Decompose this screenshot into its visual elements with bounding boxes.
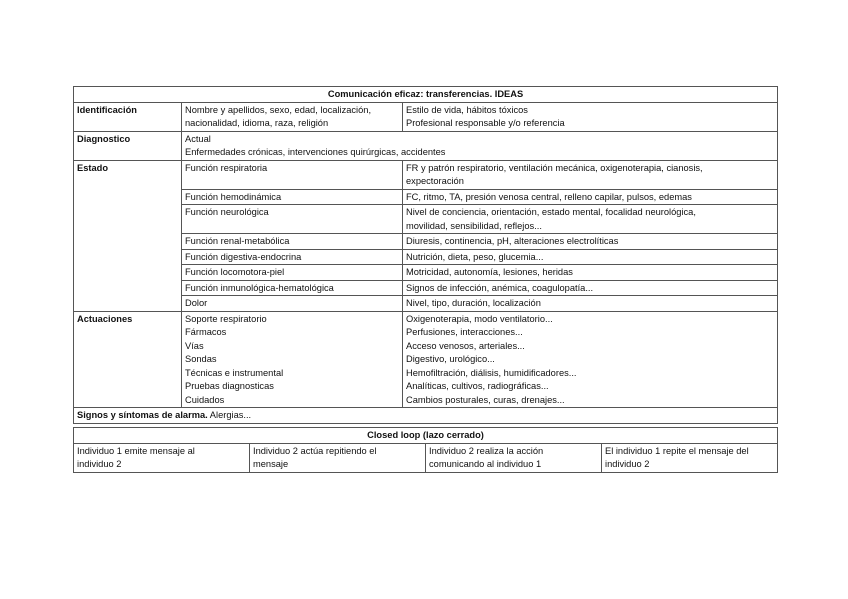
estado-detalle: Nutrición, dieta, peso, glucemia... bbox=[403, 249, 778, 265]
closed-loop-step: Individuo 2 actúa repitiendo el mensaje bbox=[250, 443, 426, 472]
closed-loop-table bbox=[73, 427, 778, 473]
identificacion-label: Identificación bbox=[74, 102, 182, 131]
estado-funcion: Dolor bbox=[182, 296, 403, 312]
estado-detalle: Diuresis, continencia, pH, alteraciones electrolíticas bbox=[403, 234, 778, 250]
ideas-title: Comunicación eficaz: transferencias. IDEAS bbox=[74, 87, 778, 103]
estado-detalle: Nivel de conciencia, orientación, estado mental, focalidad neurológica, movilidad, sensibilidad, reflejos... bbox=[403, 205, 778, 234]
signos-label: Signos y síntomas de alarma. bbox=[77, 410, 208, 420]
actuaciones-detalles: Oxigenoterapia, modo ventilatorio... Perfusiones, interacciones... Acceso venosos, arteriales... Digestivo, urológico... Hemofiltración, diálisis, humidificadores... Analíticas, cultivos, radiográficas... Cambios posturales, curas, drenajes... bbox=[403, 311, 778, 408]
identificacion-row bbox=[74, 102, 778, 131]
diagnostico-row bbox=[74, 131, 778, 160]
estado-label: Estado bbox=[74, 160, 182, 311]
closed-loop-step: Individuo 2 realiza la acción comunicando al individuo 1 bbox=[426, 443, 602, 472]
actuaciones-items: Soporte respiratorio Fármacos Vías Sondas Técnicas e instrumental Pruebas diagnosticas Cuidados bbox=[182, 311, 403, 408]
closed-loop-title: Closed loop (lazo cerrado) bbox=[74, 428, 778, 444]
ideas-table bbox=[73, 86, 778, 424]
identificacion-col2: Nombre y apellidos, sexo, edad, localización, nacionalidad, idioma, raza, religión bbox=[182, 102, 403, 131]
signos-rest: Alergias... bbox=[207, 410, 252, 420]
estado-funcion: Función respiratoria bbox=[182, 160, 403, 189]
diagnostico-content: Actual Enfermedades crónicas, intervenciones quirúrgicas, accidentes bbox=[182, 131, 778, 160]
estado-row bbox=[74, 160, 778, 189]
estado-detalle: Signos de infección, anémica, coagulopatía... bbox=[403, 280, 778, 296]
closed-loop-step: El individuo 1 repite el mensaje del individuo 2 bbox=[602, 443, 778, 472]
estado-funcion: Función digestiva-endocrina bbox=[182, 249, 403, 265]
estado-funcion: Función hemodinámica bbox=[182, 189, 403, 205]
signos-row bbox=[74, 408, 778, 424]
estado-detalle: Motricidad, autonomía, lesiones, heridas bbox=[403, 265, 778, 281]
diagnostico-label: Diagnostico bbox=[74, 131, 182, 160]
closed-loop-steps bbox=[74, 443, 778, 472]
actuaciones-row bbox=[74, 311, 778, 408]
estado-funcion: Función inmunológica-hematológica bbox=[182, 280, 403, 296]
estado-funcion: Función locomotora-piel bbox=[182, 265, 403, 281]
closed-loop-step: Individuo 1 emite mensaje al individuo 2 bbox=[74, 443, 250, 472]
estado-detalle: Nivel, tipo, duración, localización bbox=[403, 296, 778, 312]
estado-funcion: Función renal-metabólica bbox=[182, 234, 403, 250]
actuaciones-label: Actuaciones bbox=[74, 311, 182, 408]
estado-detalle: FC, ritmo, TA, presión venosa central, relleno capilar, pulsos, edemas bbox=[403, 189, 778, 205]
identificacion-col3: Estilo de vida, hábitos tóxicos Profesional responsable y/o referencia bbox=[403, 102, 778, 131]
estado-funcion: Función neurológica bbox=[182, 205, 403, 234]
signos-cell bbox=[74, 408, 778, 424]
estado-detalle: FR y patrón respiratorio, ventilación mecánica, oxigenoterapia, cianosis, expectoración bbox=[403, 160, 778, 189]
